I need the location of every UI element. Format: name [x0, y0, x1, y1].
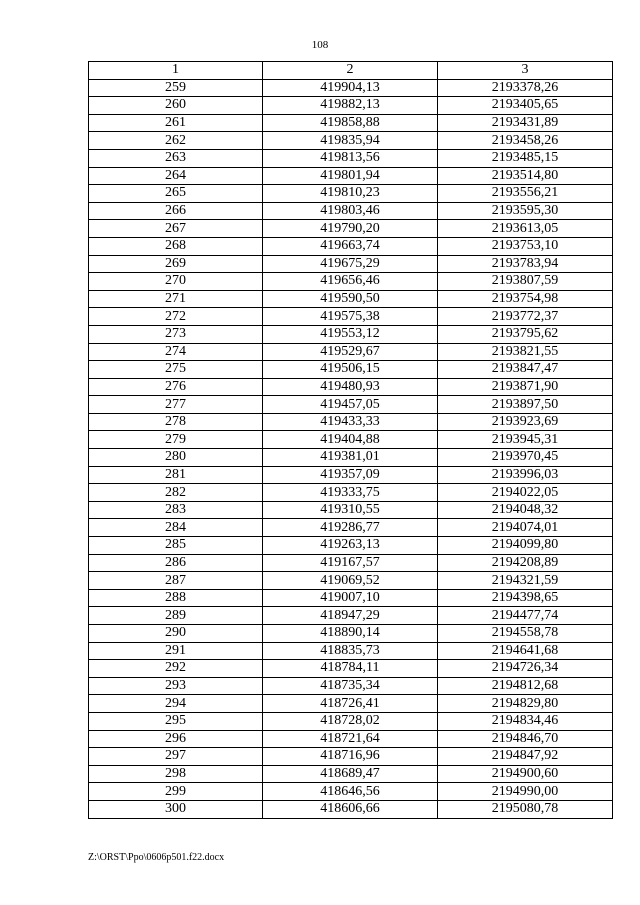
table-row	[89, 783, 613, 801]
cell-point-number: 266	[89, 202, 263, 220]
coordinates-table	[88, 61, 613, 819]
cell-point-number: 281	[89, 466, 263, 484]
cell-point-number: 293	[89, 677, 263, 695]
table-row	[89, 484, 613, 502]
cell-point-number: 261	[89, 114, 263, 132]
cell-point-number: 268	[89, 237, 263, 255]
table-row	[89, 554, 613, 572]
table-row	[89, 466, 613, 484]
cell-y-coordinate: 2193772,37	[438, 308, 613, 326]
table-row	[89, 695, 613, 713]
table-row	[89, 431, 613, 449]
cell-y-coordinate: 2193795,62	[438, 325, 613, 343]
cell-x-coordinate: 418606,66	[263, 800, 438, 818]
table-row	[89, 185, 613, 203]
cell-x-coordinate: 419381,01	[263, 449, 438, 467]
cell-x-coordinate: 418646,56	[263, 783, 438, 801]
cell-y-coordinate: 2194990,00	[438, 783, 613, 801]
table-row	[89, 396, 613, 414]
cell-y-coordinate: 2193807,59	[438, 273, 613, 291]
cell-point-number: 260	[89, 97, 263, 115]
cell-x-coordinate: 419904,13	[263, 79, 438, 97]
cell-x-coordinate: 418890,14	[263, 625, 438, 643]
cell-point-number: 289	[89, 607, 263, 625]
cell-x-coordinate: 419810,23	[263, 185, 438, 203]
cell-point-number: 275	[89, 361, 263, 379]
cell-point-number: 295	[89, 712, 263, 730]
cell-x-coordinate: 419457,05	[263, 396, 438, 414]
cell-y-coordinate: 2194812,68	[438, 677, 613, 695]
cell-y-coordinate: 2194558,78	[438, 625, 613, 643]
cell-y-coordinate: 2194829,80	[438, 695, 613, 713]
cell-x-coordinate: 419333,75	[263, 484, 438, 502]
cell-y-coordinate: 2193970,45	[438, 449, 613, 467]
table-row	[89, 114, 613, 132]
cell-y-coordinate: 2193485,15	[438, 149, 613, 167]
cell-y-coordinate: 2193613,05	[438, 220, 613, 238]
cell-point-number: 276	[89, 378, 263, 396]
table-row	[89, 607, 613, 625]
table-row	[89, 537, 613, 555]
cell-x-coordinate: 419310,55	[263, 501, 438, 519]
cell-y-coordinate: 2194208,89	[438, 554, 613, 572]
cell-point-number: 284	[89, 519, 263, 537]
cell-y-coordinate: 2194477,74	[438, 607, 613, 625]
cell-x-coordinate: 418716,96	[263, 748, 438, 766]
cell-point-number: 274	[89, 343, 263, 361]
cell-x-coordinate: 419663,74	[263, 237, 438, 255]
cell-x-coordinate: 419553,12	[263, 325, 438, 343]
cell-y-coordinate: 2193754,98	[438, 290, 613, 308]
cell-point-number: 288	[89, 589, 263, 607]
cell-x-coordinate: 419286,77	[263, 519, 438, 537]
cell-point-number: 282	[89, 484, 263, 502]
cell-point-number: 280	[89, 449, 263, 467]
table-row	[89, 730, 613, 748]
cell-point-number: 279	[89, 431, 263, 449]
cell-y-coordinate: 2193821,55	[438, 343, 613, 361]
cell-x-coordinate: 419529,67	[263, 343, 438, 361]
cell-point-number: 277	[89, 396, 263, 414]
table-row	[89, 572, 613, 590]
table-row	[89, 642, 613, 660]
table-row	[89, 519, 613, 537]
table-row	[89, 765, 613, 783]
cell-x-coordinate: 419801,94	[263, 167, 438, 185]
cell-y-coordinate: 2193458,26	[438, 132, 613, 150]
cell-y-coordinate: 2194321,59	[438, 572, 613, 590]
table-row	[89, 501, 613, 519]
table-row	[89, 273, 613, 291]
cell-y-coordinate: 2193753,10	[438, 237, 613, 255]
cell-x-coordinate: 419675,29	[263, 255, 438, 273]
cell-x-coordinate: 419433,33	[263, 413, 438, 431]
table-row	[89, 378, 613, 396]
cell-point-number: 272	[89, 308, 263, 326]
cell-x-coordinate: 418721,64	[263, 730, 438, 748]
table-row	[89, 97, 613, 115]
cell-x-coordinate: 418947,29	[263, 607, 438, 625]
table-row	[89, 449, 613, 467]
cell-y-coordinate: 2193378,26	[438, 79, 613, 97]
cell-y-coordinate: 2193595,30	[438, 202, 613, 220]
table-row	[89, 625, 613, 643]
cell-point-number: 262	[89, 132, 263, 150]
cell-x-coordinate: 419480,93	[263, 378, 438, 396]
cell-x-coordinate: 418835,73	[263, 642, 438, 660]
column-header-x: 2	[263, 62, 438, 80]
cell-x-coordinate: 418728,02	[263, 712, 438, 730]
cell-point-number: 292	[89, 660, 263, 678]
cell-x-coordinate: 418784,11	[263, 660, 438, 678]
table-row	[89, 79, 613, 97]
column-header-point: 1	[89, 62, 263, 80]
cell-x-coordinate: 419167,57	[263, 554, 438, 572]
cell-point-number: 300	[89, 800, 263, 818]
cell-x-coordinate: 419835,94	[263, 132, 438, 150]
cell-y-coordinate: 2193405,65	[438, 97, 613, 115]
cell-x-coordinate: 419069,52	[263, 572, 438, 590]
table-row	[89, 677, 613, 695]
cell-y-coordinate: 2194641,68	[438, 642, 613, 660]
cell-point-number: 273	[89, 325, 263, 343]
cell-y-coordinate: 2194900,60	[438, 765, 613, 783]
table-row	[89, 800, 613, 818]
cell-y-coordinate: 2195080,78	[438, 800, 613, 818]
table-row	[89, 343, 613, 361]
cell-x-coordinate: 419357,09	[263, 466, 438, 484]
cell-y-coordinate: 2193923,69	[438, 413, 613, 431]
cell-y-coordinate: 2193945,31	[438, 431, 613, 449]
table-row	[89, 361, 613, 379]
table-row	[89, 255, 613, 273]
cell-x-coordinate: 419813,56	[263, 149, 438, 167]
cell-point-number: 286	[89, 554, 263, 572]
cell-x-coordinate: 419803,46	[263, 202, 438, 220]
table-row	[89, 290, 613, 308]
table-row	[89, 589, 613, 607]
cell-point-number: 285	[89, 537, 263, 555]
column-header-y: 3	[438, 62, 613, 80]
table-header-row	[89, 62, 613, 80]
cell-y-coordinate: 2193783,94	[438, 255, 613, 273]
cell-y-coordinate: 2193996,03	[438, 466, 613, 484]
cell-x-coordinate: 419007,10	[263, 589, 438, 607]
cell-x-coordinate: 419656,46	[263, 273, 438, 291]
cell-point-number: 290	[89, 625, 263, 643]
table-row	[89, 132, 613, 150]
page-number: 108	[311, 39, 329, 51]
cell-y-coordinate: 2193871,90	[438, 378, 613, 396]
cell-y-coordinate: 2194074,01	[438, 519, 613, 537]
table-row	[89, 660, 613, 678]
cell-point-number: 259	[89, 79, 263, 97]
table-row	[89, 149, 613, 167]
table-row	[89, 167, 613, 185]
cell-y-coordinate: 2193897,50	[438, 396, 613, 414]
cell-y-coordinate: 2194398,65	[438, 589, 613, 607]
cell-y-coordinate: 2194099,80	[438, 537, 613, 555]
table-row	[89, 325, 613, 343]
table-row	[89, 413, 613, 431]
cell-point-number: 291	[89, 642, 263, 660]
cell-x-coordinate: 419882,13	[263, 97, 438, 115]
cell-y-coordinate: 2194847,92	[438, 748, 613, 766]
table-row	[89, 748, 613, 766]
cell-y-coordinate: 2194022,05	[438, 484, 613, 502]
cell-x-coordinate: 418689,47	[263, 765, 438, 783]
table-row	[89, 712, 613, 730]
cell-point-number: 299	[89, 783, 263, 801]
cell-point-number: 264	[89, 167, 263, 185]
cell-y-coordinate: 2193847,47	[438, 361, 613, 379]
cell-point-number: 296	[89, 730, 263, 748]
cell-x-coordinate: 419575,38	[263, 308, 438, 326]
cell-x-coordinate: 419506,15	[263, 361, 438, 379]
cell-point-number: 298	[89, 765, 263, 783]
table-row	[89, 202, 613, 220]
table-row	[89, 308, 613, 326]
cell-point-number: 263	[89, 149, 263, 167]
cell-x-coordinate: 418735,34	[263, 677, 438, 695]
cell-point-number: 265	[89, 185, 263, 203]
cell-y-coordinate: 2194846,70	[438, 730, 613, 748]
cell-point-number: 294	[89, 695, 263, 713]
cell-point-number: 270	[89, 273, 263, 291]
cell-point-number: 271	[89, 290, 263, 308]
cell-y-coordinate: 2193431,89	[438, 114, 613, 132]
footer-file-path: Z:\ORST\Ppo\0606p501.f22.docx	[88, 852, 225, 863]
cell-point-number: 283	[89, 501, 263, 519]
cell-y-coordinate: 2194726,34	[438, 660, 613, 678]
table-body	[89, 79, 613, 818]
cell-x-coordinate: 419404,88	[263, 431, 438, 449]
cell-x-coordinate: 419263,13	[263, 537, 438, 555]
cell-point-number: 278	[89, 413, 263, 431]
cell-point-number: 267	[89, 220, 263, 238]
cell-y-coordinate: 2194048,32	[438, 501, 613, 519]
table-row	[89, 237, 613, 255]
cell-x-coordinate: 418726,41	[263, 695, 438, 713]
cell-x-coordinate: 419790,20	[263, 220, 438, 238]
cell-point-number: 269	[89, 255, 263, 273]
cell-y-coordinate: 2194834,46	[438, 712, 613, 730]
cell-point-number: 287	[89, 572, 263, 590]
cell-y-coordinate: 2193514,80	[438, 167, 613, 185]
cell-x-coordinate: 419590,50	[263, 290, 438, 308]
table-row	[89, 220, 613, 238]
cell-x-coordinate: 419858,88	[263, 114, 438, 132]
cell-y-coordinate: 2193556,21	[438, 185, 613, 203]
cell-point-number: 297	[89, 748, 263, 766]
